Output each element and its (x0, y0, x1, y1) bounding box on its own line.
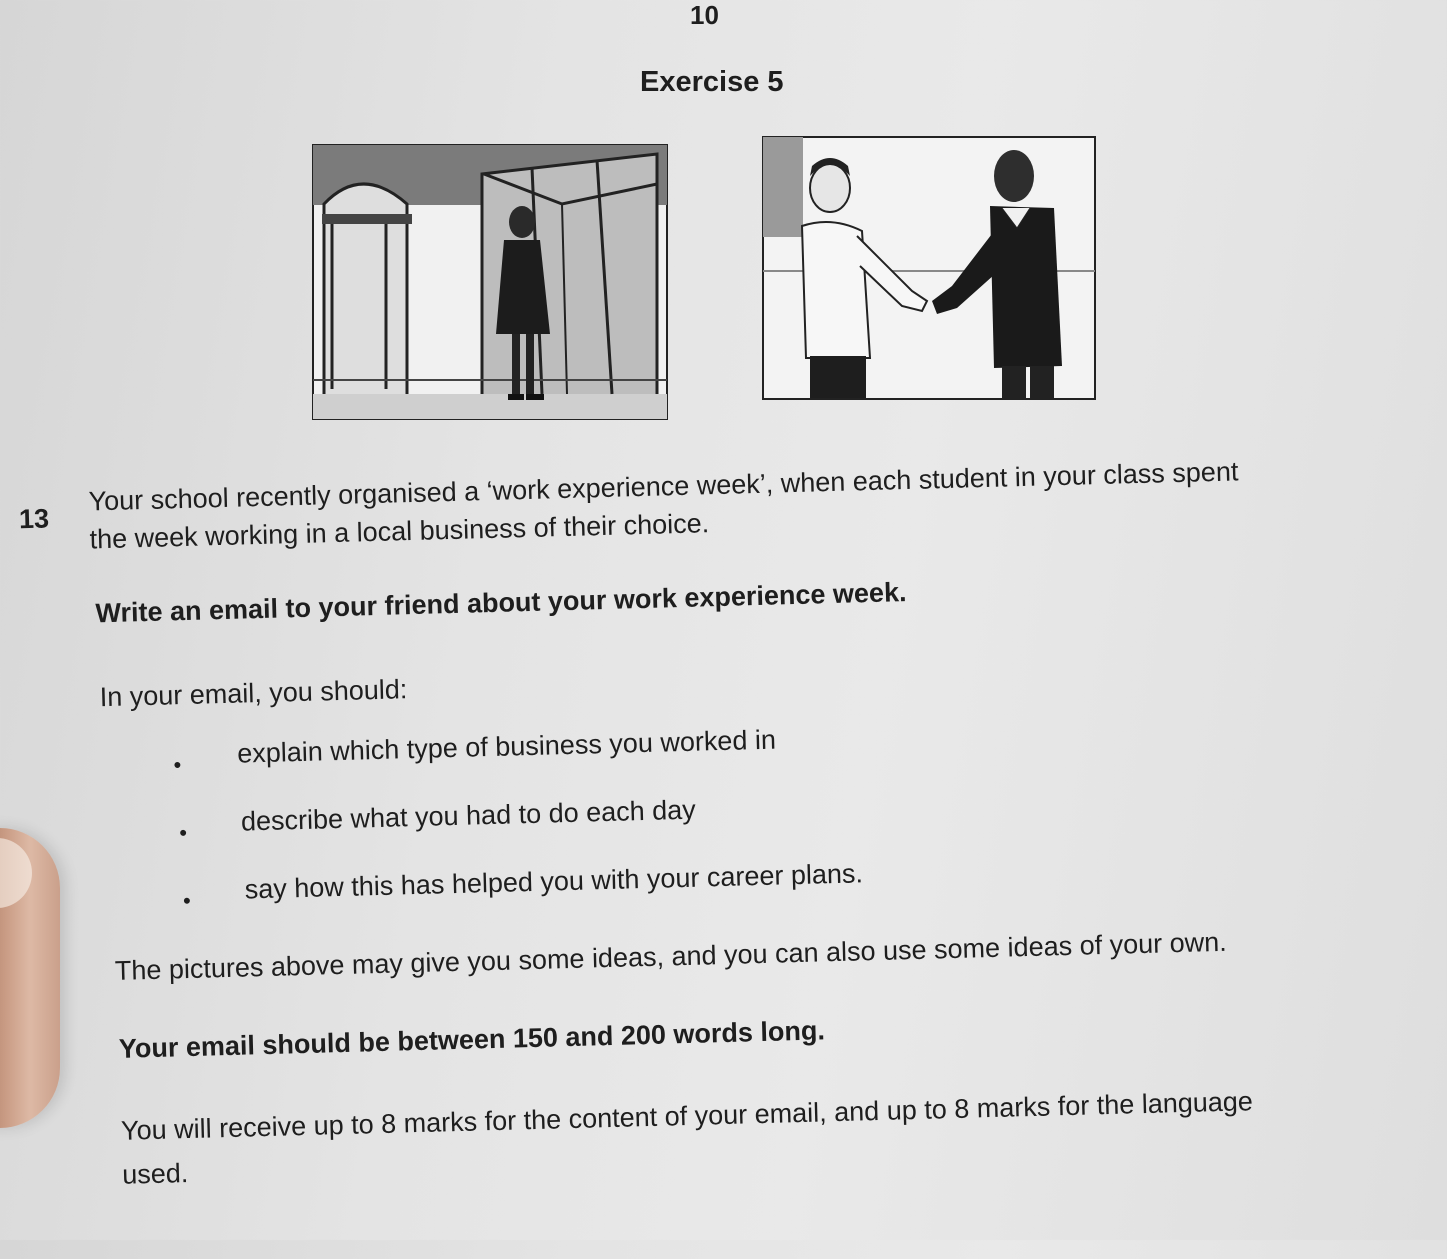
bullet-point-2: • (178, 820, 188, 846)
bullet-item-3: say how this has helped you with your career plans. (244, 858, 864, 905)
page-number: 10 (690, 0, 719, 30)
bullet-point-3: • (182, 887, 192, 914)
instruction: Write an email to your friend about your work experience week. (95, 577, 907, 629)
intro-line-2: the week working in a local business of their choice. (89, 508, 710, 555)
bullet-item-2: describe what you had to do each day (240, 794, 697, 837)
marks-line-1: You will receive up to 8 marks for the content of your email, and up to 8 marks for the language (120, 1086, 1254, 1146)
question-number: 13 (18, 503, 50, 535)
bullet-item-1: explain which type of business you worked in (236, 724, 777, 769)
length-note: Your email should be between 150 and 200 words long. (118, 1015, 826, 1064)
bullet-point-1: • (173, 752, 182, 778)
marks-line-2: used. (121, 1158, 189, 1190)
intro-line-1: Your school recently organised a ‘work experience week’, when each student in your class spent (88, 456, 1239, 517)
exercise-title: Exercise 5 (640, 66, 784, 98)
ideas-note: The pictures above may give you some ideas, and you can also use some ideas of your own. (114, 926, 1228, 986)
lead-in: In your email, you should: (99, 674, 408, 713)
